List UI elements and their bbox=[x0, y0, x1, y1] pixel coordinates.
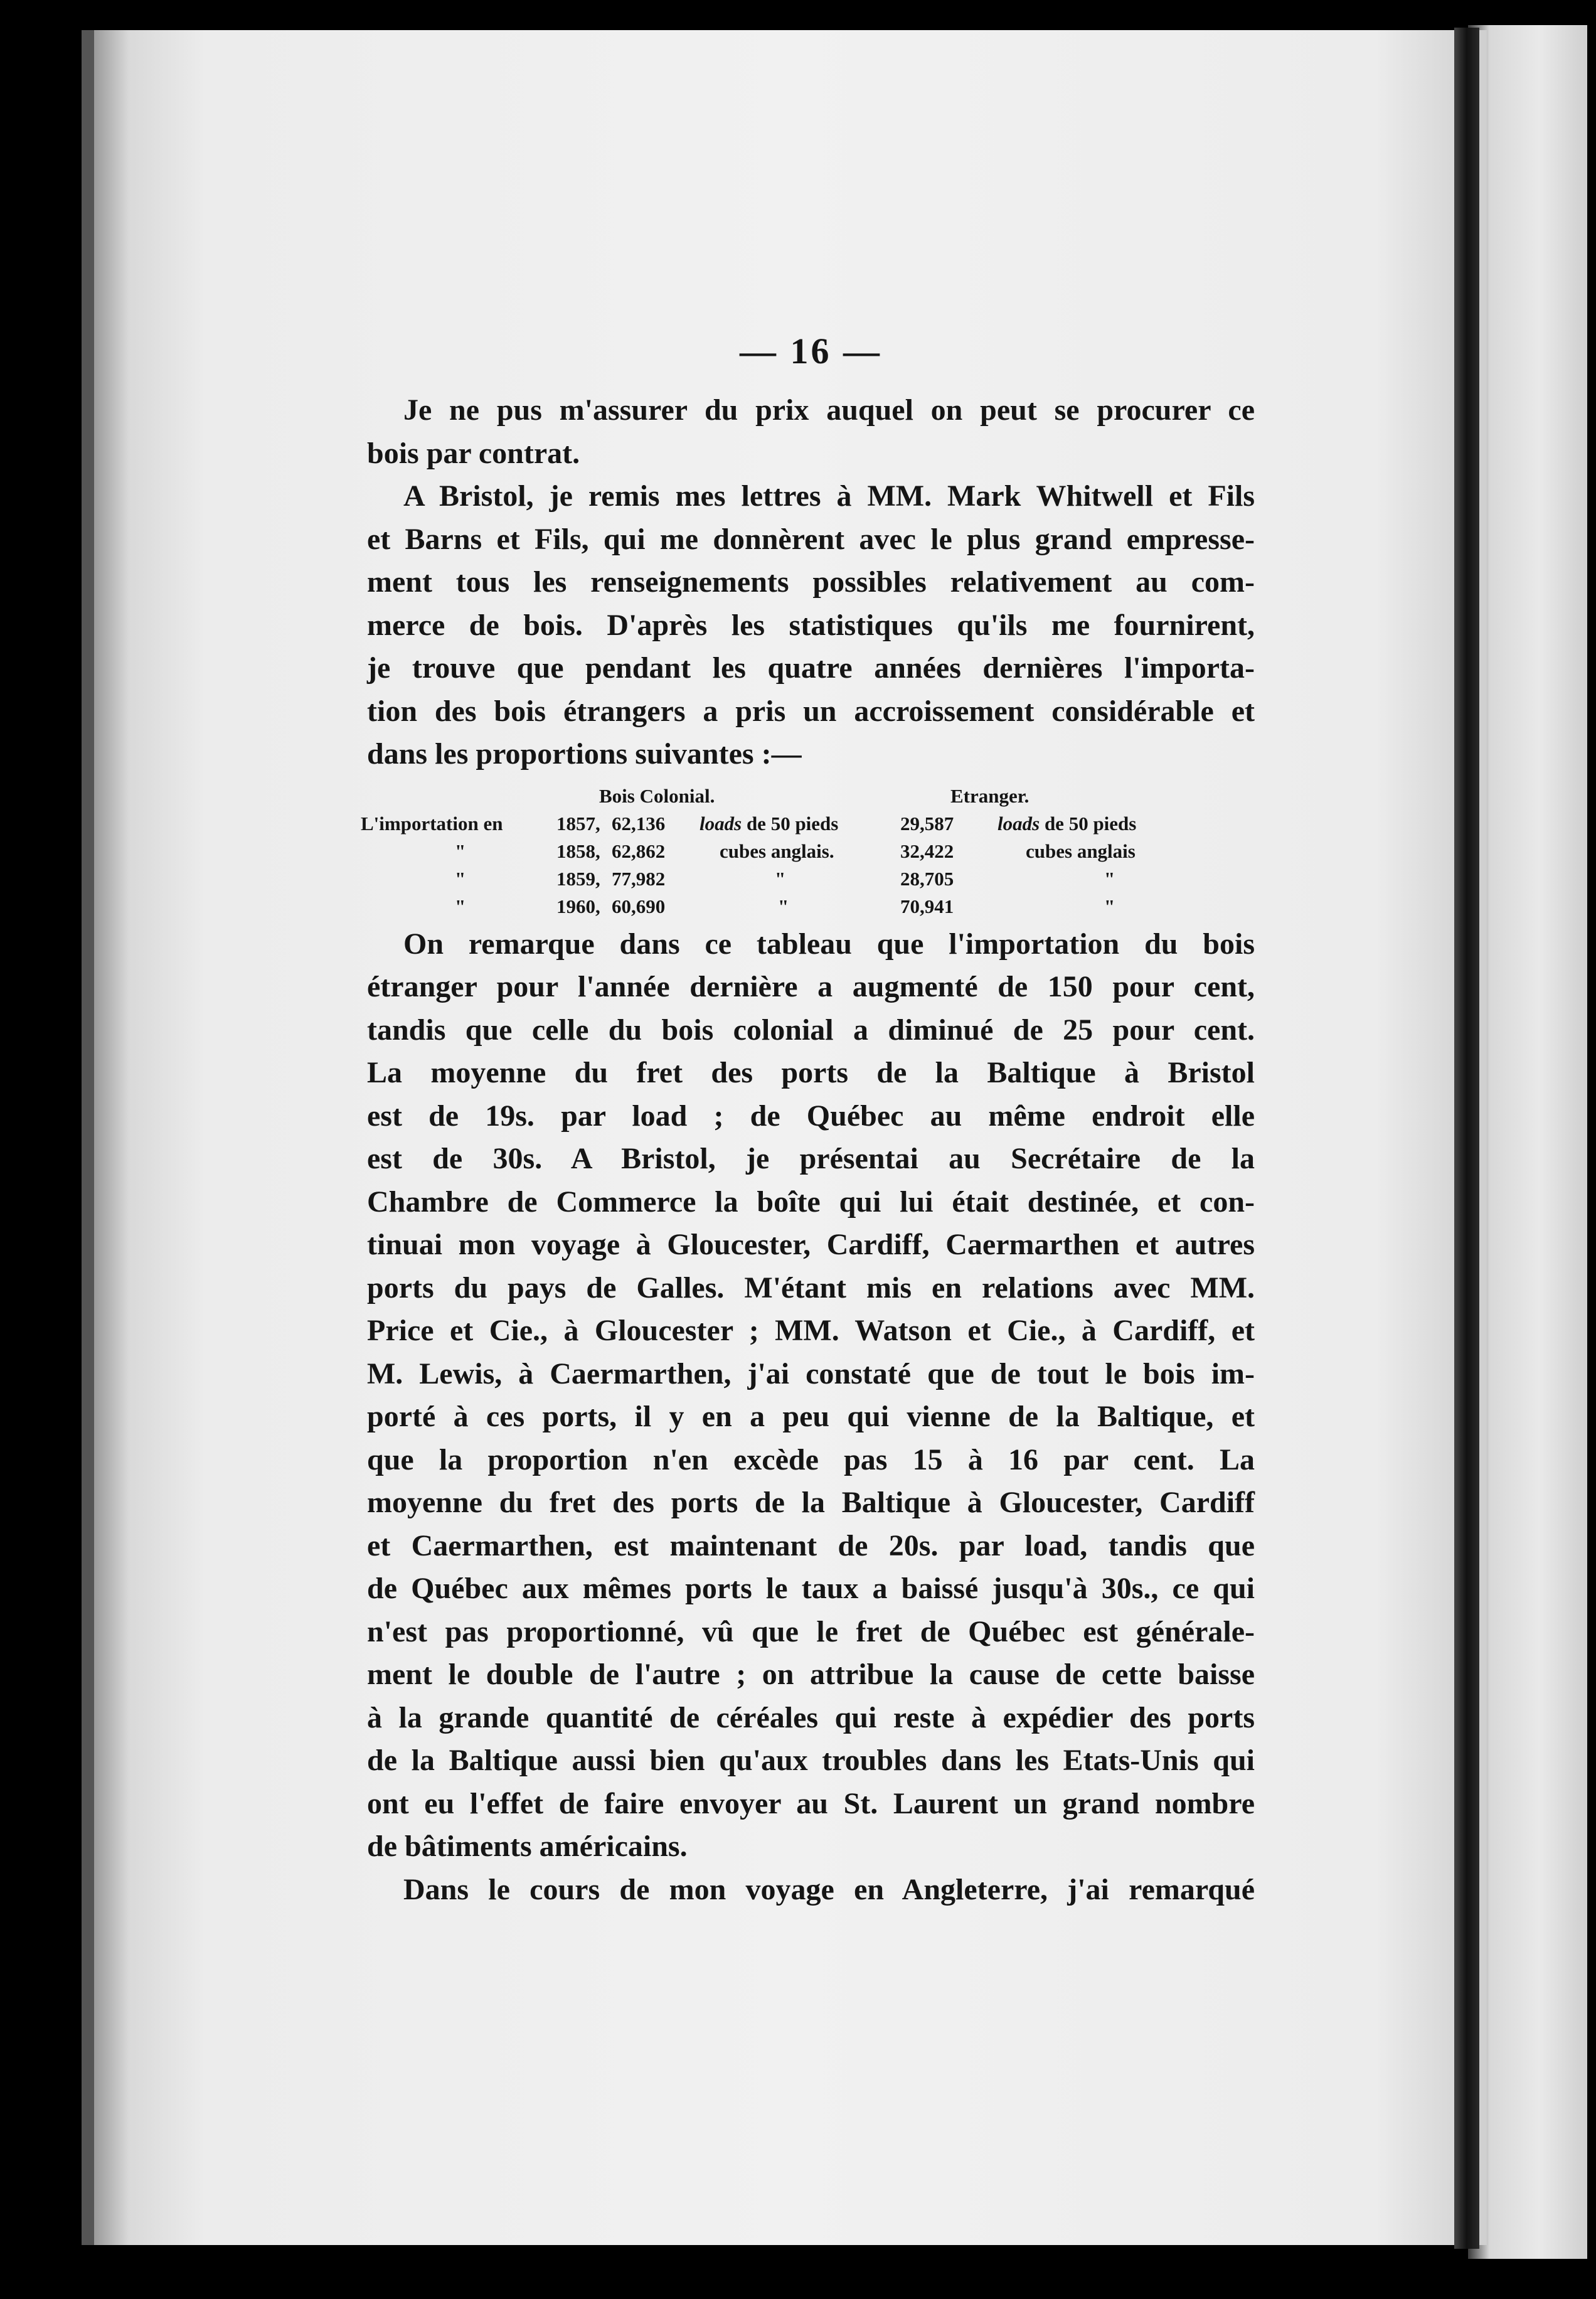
text-line: à la grande quantité de céréales qui reste à expédier des ports bbox=[367, 1700, 1255, 1734]
text-line: tion des bois étrangers a pris un accroissement considérable et bbox=[367, 694, 1255, 728]
ditto-mark: " bbox=[455, 867, 466, 890]
text-line: Price et Cie., à Gloucester ; MM. Watson et Cie., à Cardiff, et bbox=[367, 1314, 1255, 1347]
etranger-unit: " bbox=[1104, 867, 1115, 890]
ditto-mark: " bbox=[455, 895, 466, 917]
etranger-unit: " bbox=[1104, 895, 1115, 917]
text-line: et Barns et Fils, qui me donnèrent avec le plus grand empresse- bbox=[367, 522, 1255, 556]
text-line: étranger pour l'année dernière a augmenté de 150 pour cent, bbox=[367, 970, 1255, 1003]
text-line: Je ne pus m'assurer du prix auquel on peut se procurer ce bbox=[403, 393, 1255, 427]
year: 1960, bbox=[556, 895, 600, 917]
text-line: est de 19s. par load ; de Québec au même endroit elle bbox=[367, 1099, 1255, 1133]
text-line: bois par contrat. bbox=[367, 436, 580, 470]
colonial-unit: cubes anglais. bbox=[720, 840, 834, 862]
table-row bbox=[361, 810, 1258, 838]
table-row bbox=[361, 838, 1258, 865]
text-line: n'est pas proportionné, vû que le fret de Québec est générale- bbox=[367, 1614, 1255, 1648]
colonial-unit bbox=[700, 810, 838, 838]
page-number: — 16 — bbox=[740, 331, 882, 371]
unit-rest: de 50 pieds bbox=[1044, 812, 1137, 835]
text-line: dans les proportions suivantes :— bbox=[367, 737, 802, 771]
text-line: ports du pays de Galles. M'étant mis en relations avec MM. bbox=[367, 1271, 1255, 1304]
text-line: tinuai mon voyage à Gloucester, Cardiff, Caermarthen et autres bbox=[367, 1228, 1255, 1261]
table-header-row bbox=[361, 782, 1258, 810]
page-text bbox=[361, 326, 1255, 1911]
paragraph-2 bbox=[367, 475, 1255, 776]
text-line: tandis que celle du bois colonial a diminué de 25 pour cent. bbox=[367, 1013, 1255, 1047]
paragraph-4 bbox=[367, 1869, 1255, 1912]
unit-loads: loads bbox=[998, 812, 1040, 835]
colonial-value: 62,862 bbox=[612, 840, 666, 862]
row-label: L'importation en bbox=[361, 812, 503, 835]
colonial-value: 62,136 bbox=[612, 812, 666, 835]
text-line: de bâtiments américains. bbox=[367, 1830, 688, 1863]
text-line: La moyenne du fret des ports de la Baltique à Bristol bbox=[367, 1056, 1255, 1089]
import-statistics-table bbox=[361, 782, 1258, 920]
paragraph-3 bbox=[367, 923, 1255, 1869]
colonial-unit: " bbox=[775, 867, 786, 890]
text-line: ment tous les renseignements possibles relativement au com- bbox=[367, 565, 1255, 599]
etranger-value: 70,941 bbox=[900, 895, 954, 917]
header-etranger: Etranger. bbox=[950, 784, 1029, 807]
year: 1857, bbox=[556, 812, 600, 835]
text-line: je trouve que pendant les quatre années dernières l'importa- bbox=[367, 651, 1255, 685]
text-line: de Québec aux mêmes ports le taux a baissé jusqu'à 30s., ce qui bbox=[367, 1572, 1255, 1605]
year: 1858, bbox=[556, 840, 600, 862]
text-line: ont eu l'effet de faire envoyer au St. Laurent un grand nombre bbox=[367, 1786, 1255, 1820]
page-gutter-shadow bbox=[1454, 28, 1479, 2249]
text-line: et Caermarthen, est maintenant de 20s. par load, tandis que bbox=[367, 1528, 1255, 1562]
text-line: A Bristol, je remis mes lettres à MM. Mark Whitwell et Fils bbox=[403, 479, 1255, 513]
unit-rest: de 50 pieds bbox=[746, 812, 839, 835]
text-line: ment le double de l'autre ; on attribue la cause de cette baisse bbox=[367, 1658, 1255, 1691]
text-line: On remarque dans ce tableau que l'importation du bois bbox=[403, 927, 1255, 961]
text-line: que la proportion n'en excède pas 15 à 16 par cent. La bbox=[367, 1443, 1255, 1476]
unit-loads: loads bbox=[700, 812, 742, 835]
header-colonial: Bois Colonial. bbox=[599, 784, 715, 807]
etranger-value: 28,705 bbox=[900, 867, 954, 890]
colonial-unit: " bbox=[778, 895, 789, 917]
etranger-unit: cubes anglais bbox=[1026, 840, 1136, 862]
ditto-mark: " bbox=[455, 840, 466, 862]
text-line: M. Lewis, à Caermarthen, j'ai constaté que de tout le bois im- bbox=[367, 1357, 1255, 1390]
text-line: est de 30s. A Bristol, je présentai au Secrétaire de la bbox=[367, 1142, 1255, 1175]
colonial-value: 77,982 bbox=[612, 867, 666, 890]
etranger-unit bbox=[998, 810, 1136, 838]
text-line: porté à ces ports, il y en a peu qui vienne de la Baltique, et bbox=[367, 1400, 1255, 1433]
colonial-value: 60,690 bbox=[612, 895, 666, 917]
year: 1859, bbox=[556, 867, 600, 890]
text-line: Dans le cours de mon voyage en Angleterre, j'ai remarqué bbox=[403, 1872, 1255, 1906]
etranger-value: 29,587 bbox=[900, 812, 954, 835]
text-line: Chambre de Commerce la boîte qui lui était destinée, et con- bbox=[367, 1185, 1255, 1219]
etranger-value: 32,422 bbox=[900, 840, 954, 862]
text-line: merce de bois. D'après les statistiques qu'ils me fournirent, bbox=[367, 608, 1255, 642]
text-line: de la Baltique aussi bien qu'aux troubles dans les Etats-Unis qui bbox=[367, 1744, 1255, 1777]
table-row bbox=[361, 893, 1258, 920]
table-row bbox=[361, 865, 1258, 893]
paragraph-1 bbox=[367, 389, 1255, 475]
text-line: moyenne du fret des ports de la Baltique à Gloucester, Cardiff bbox=[367, 1486, 1255, 1519]
